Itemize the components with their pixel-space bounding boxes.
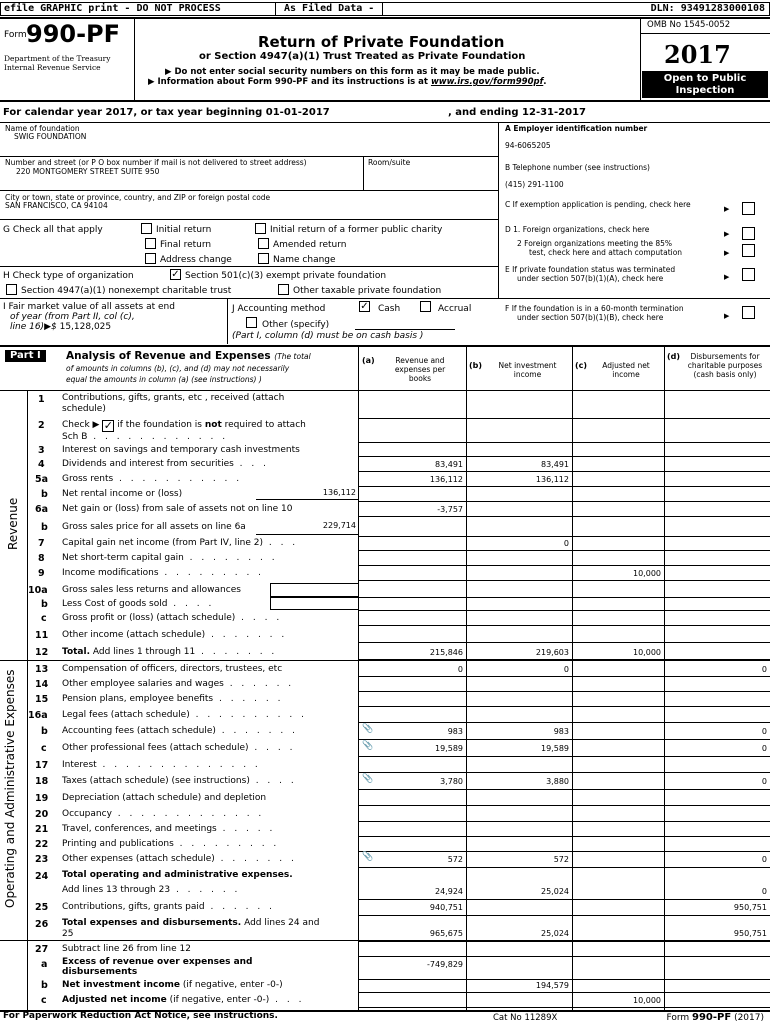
line-l6b-inline-value: 229,714 (322, 521, 356, 530)
line-l6b-underline (256, 534, 358, 535)
line-l6b-number: b (41, 522, 48, 533)
line-l18-description: Taxes (attach schedule) (see instructions) . . . . (62, 776, 297, 786)
initial-former-checkbox[interactable] (255, 223, 266, 234)
footer-cat-no: Cat No 11289X (493, 1013, 558, 1023)
line-l26-col-b: 25,024 (541, 929, 569, 938)
col-a-letter: (a) (362, 356, 375, 365)
row-rule (358, 642, 770, 643)
terminated-label-1: E If private foundation status was terminated (505, 265, 676, 274)
row-rule (358, 722, 770, 723)
row-rule (358, 899, 770, 900)
line-l16c-col-dd: 0 (761, 744, 767, 753)
final-return-label: Final return (160, 240, 212, 250)
part-1-title: Analysis of Revenue and Expenses (The total (66, 350, 311, 362)
line-l25-col-a: 940,751 (429, 903, 463, 912)
fmv-label-2: of year (from Part II, col (c), (10, 312, 135, 322)
other-taxable-label: Other taxable private foundation (293, 286, 442, 296)
terminated-checkbox[interactable] (742, 268, 755, 281)
line-l18-number: 18 (35, 776, 49, 787)
form-title: Return of Private Foundation (258, 33, 505, 51)
line-l13-col-a: 0 (457, 665, 463, 674)
row-rule (358, 597, 770, 598)
cash-label: Cash (378, 304, 401, 314)
info-note: ▶ Information about Form 990-PF and its instructions is at www.irs.gov/form990pf. (148, 77, 547, 87)
line-l17-description: Interest . . . . . . . . . . . . . . (62, 760, 261, 770)
row-rule (358, 550, 770, 551)
line-l5a-description: Gross rents . . . . . . . . . . . (62, 474, 243, 484)
form-number: 990-PF (26, 20, 121, 48)
col-d-letter: (d) (667, 352, 681, 361)
line-l16c-col-a: 19,589 (435, 744, 463, 753)
col-c-letter: (c) (575, 361, 588, 370)
row-rule (358, 1007, 770, 1008)
row-rule (358, 941, 770, 942)
col-b-letter: (b) (469, 361, 483, 370)
line-l17-number: 17 (35, 760, 49, 771)
foreign-85-checkbox[interactable] (742, 244, 755, 257)
sch-b-checkbox[interactable]: ✓ (103, 419, 113, 432)
line-l5a-col-a: 136,112 (429, 475, 463, 484)
foreign-org-checkbox[interactable] (742, 227, 755, 240)
attachment-icon: 📎 (362, 724, 374, 734)
row-rule (358, 836, 770, 837)
line-l12-col-c: 10,000 (633, 648, 661, 657)
line-l18-col-dd: 0 (761, 777, 767, 786)
irs-link[interactable]: www.irs.gov/form990pf (430, 77, 544, 87)
part-1-sub-2: equal the amounts in column (a) (see instructions) ) (66, 375, 262, 384)
initial-return-checkbox[interactable] (141, 223, 152, 234)
line-l22-description: Printing and publications . . . . . . . . . (62, 839, 280, 849)
line-l23-col-a: 572 (447, 855, 463, 864)
sec501c3-label: Section 501(c)(3) exempt private foundation (185, 271, 387, 281)
ein-label: A Employer identification number (505, 124, 648, 133)
dept-line1: Department of the Treasury (4, 54, 111, 63)
amended-return-label: Amended return (273, 240, 347, 250)
row-rule (358, 867, 770, 868)
row-rule (358, 789, 770, 790)
row-rule (358, 536, 770, 537)
line-l24-col-dd: 0 (761, 887, 767, 896)
initial-former-label: Initial return of a former public charity (270, 225, 443, 235)
line-l10b-number: b (41, 599, 48, 610)
row-rule (358, 851, 770, 852)
revenue-side-label: Revenue (6, 497, 20, 550)
line-l5b-number: b (41, 489, 48, 500)
line-l27a-number: a (41, 959, 48, 970)
h-label: H Check type of organization (3, 271, 134, 281)
attachment-icon: 📎 (362, 852, 374, 862)
line-l6a-col-a: -3,757 (437, 505, 463, 514)
line-l6a-number: 6a (35, 504, 49, 515)
exemption-pending-checkbox[interactable] (742, 202, 755, 215)
row-rule (358, 772, 770, 773)
g-label: G Check all that apply (3, 225, 103, 235)
line-l27a-description: Excess of revenue over expenses and (62, 957, 253, 967)
line-l5a-col-b: 136,112 (535, 475, 569, 484)
line-l16a-number: 16a (28, 710, 48, 721)
ein-value: 94-6065205 (505, 141, 551, 150)
foundation-name: SWIG FOUNDATION (14, 132, 87, 141)
address-change-checkbox[interactable] (145, 253, 156, 264)
accrual-checkbox[interactable] (420, 301, 431, 312)
line-l26-description: Total expenses and disbursements. Add lines 24 and (62, 918, 320, 928)
line-l4-col-a: 83,491 (435, 460, 463, 469)
line-l5a-number: 5a (35, 474, 49, 485)
sec501c3-checkbox[interactable]: ✓ (171, 269, 180, 280)
initial-return-label: Initial return (156, 225, 212, 235)
city-label: City or town, state or province, country, and ZIP or foreign postal code (5, 193, 271, 202)
line-l4-number: 4 (38, 459, 45, 470)
line-l15-description: Pension plans, employee benefits . . . . . . (62, 694, 284, 704)
row-rule (358, 821, 770, 822)
line-l8-description: Net short-term capital gain . . . . . . . . (62, 553, 278, 563)
as-filed-label: As Filed Data - (284, 3, 375, 14)
line-l16b-col-b: 983 (553, 727, 569, 736)
line-l13-number: 13 (35, 664, 49, 675)
line-l16b-col-dd: 0 (761, 727, 767, 736)
row-rule (358, 706, 770, 707)
line-l16b-col-a: 983 (447, 727, 463, 736)
line-l12-col-a: 215,846 (429, 648, 463, 657)
address-change-label: Address change (160, 255, 232, 265)
line-l16c-col-b: 19,589 (541, 744, 569, 753)
name-change-checkbox[interactable] (258, 253, 269, 264)
line-l22-number: 22 (35, 839, 49, 850)
line-l27a-description-2: disbursements (62, 967, 138, 977)
street-label: Number and street (or P O box number if mail is not delivered to street address) (5, 158, 307, 167)
line-l27c-number: c (41, 995, 47, 1006)
line-l26-col-a: 965,675 (429, 929, 463, 938)
row-rule (358, 659, 770, 660)
line-l5b-inline-value: 136,112 (322, 488, 356, 497)
other-method-checkbox[interactable] (246, 317, 257, 328)
line-l19-description: Depreciation (attach schedule) and depletion (62, 793, 267, 803)
line-l10b-description: Less Cost of goods sold . . . . (62, 599, 215, 609)
phone-value: (415) 291-1100 (505, 180, 564, 189)
ssn-note: ▶ Do not enter social security numbers on this form as it may be made public. (165, 67, 540, 77)
line-l9-number: 9 (38, 568, 45, 579)
col-a-header: Revenue and expenses per books (394, 356, 446, 383)
line-l10a-description: Gross sales less returns and allowances (62, 585, 241, 595)
line-l23-col-dd: 0 (761, 855, 767, 864)
line-l18-col-b: 3,880 (546, 777, 569, 786)
row-rule (358, 516, 770, 517)
phone-label: B Telephone number (see instructions) (505, 163, 650, 172)
line-l2-description-2: Sch B . . . . . . . . . . . . (62, 432, 229, 442)
foreign-85-label-2: test, check here and attach computation (529, 248, 683, 257)
open-to-public-box: Open to Public Inspection (642, 71, 768, 98)
line-l16b-description: Accounting fees (attach schedule) . . . . . . . (62, 726, 298, 736)
line-l13-description: Compensation of officers, directors, trustees, etc (62, 664, 283, 674)
line-l24-col-b: 25,024 (541, 887, 569, 896)
line-l18-col-a: 3,780 (440, 777, 463, 786)
row-rule (358, 442, 770, 443)
line-l25-col-dd: 950,751 (733, 903, 767, 912)
form-subtitle: or Section 4947(a)(1) Trust Treated as Private Foundation (199, 51, 526, 62)
line-l11-description: Other income (attach schedule) . . . . . . . (62, 630, 288, 640)
row-rule (358, 625, 770, 626)
fmv-label-1: I Fair market value of all assets at end (3, 302, 175, 312)
row-rule (358, 691, 770, 692)
line-l16b-number: b (41, 726, 48, 737)
line-l27-number: 27 (35, 944, 49, 955)
line-l4-col-b: 83,491 (541, 460, 569, 469)
row-rule (358, 501, 770, 502)
terminated-label-2: under section 507(b)(1)(A), check here (517, 274, 664, 283)
exemption-pending-label: C If exemption application is pending, check here (505, 200, 691, 209)
line-l7-col-b: 0 (563, 539, 569, 548)
line-l10a-inline-box (270, 583, 358, 597)
line-l25-number: 25 (35, 902, 49, 913)
accounting-method-label: J Accounting method (232, 304, 326, 314)
row-rule (358, 471, 770, 472)
row-rule (358, 739, 770, 740)
line-l12-number: 12 (35, 647, 49, 658)
final-return-checkbox[interactable] (145, 238, 156, 249)
row-rule (358, 956, 770, 957)
attachment-icon: 📎 (362, 741, 374, 751)
row-rule (358, 565, 770, 566)
line-l1-number: 1 (38, 394, 45, 405)
line-l27a-col-a: -749,829 (427, 960, 463, 969)
dept-line2: Internal Revenue Service (4, 63, 101, 72)
sec4947-label: Section 4947(a)(1) nonexempt charitable trust (21, 286, 232, 296)
line-l26-description-2: 25 (62, 929, 74, 939)
attachment-icon: 📎 (362, 774, 374, 784)
row-rule (358, 992, 770, 993)
line-l24-description-2: Add lines 13 through 23 . . . . . . (62, 885, 241, 895)
dln-number: DLN: 93491283000108 (650, 3, 765, 14)
cash-basis-note: (Part I, column (d) must be on cash basis ) (232, 331, 424, 341)
name-change-label: Name change (273, 255, 336, 265)
col-b-header: Net investment income (498, 361, 557, 379)
line-l2-number: 2 (38, 420, 45, 431)
foundation-name-label: Name of foundation (5, 124, 80, 133)
line-l24-description: Total operating and administrative expenses. (62, 870, 293, 880)
part-1-badge: Part I (5, 350, 46, 362)
line-l5b-underline (256, 499, 358, 500)
row-rule (358, 979, 770, 980)
row-rule (358, 756, 770, 757)
efile-banner: efile GRAPHIC print - DO NOT PROCESS (4, 3, 221, 14)
line-l27b-col-b: 194,579 (535, 981, 569, 990)
line-l3-number: 3 (38, 445, 45, 456)
expenses-side-label: Operating and Administrative Expenses (3, 669, 17, 908)
line-l13-col-dd: 0 (761, 665, 767, 674)
sixty-month-label-1: F If the foundation is in a 60-month termination (505, 304, 684, 313)
line-l26-col-dd: 950,751 (733, 929, 767, 938)
footer-form: Form 990-PF (2017) (666, 1012, 764, 1023)
line-l7-description: Capital gain net income (from Part IV, line 2) . . . (62, 538, 299, 548)
line-l27b-description: Net investment income (if negative, enter -0-) (62, 980, 283, 990)
line-l10c-description: Gross profit or (loss) (attach schedule) . . . . (62, 613, 283, 623)
line-l24-number: 24 (35, 871, 49, 882)
row-rule (358, 486, 770, 487)
line-l14-description: Other employee salaries and wages . . . . . . (62, 679, 295, 689)
line-l16a-description: Legal fees (attach schedule) . . . . . . . . . . (62, 710, 307, 720)
sec4947-checkbox[interactable] (6, 284, 17, 295)
room-suite-label: Room/suite (368, 158, 411, 167)
accrual-label: Accrual (438, 304, 472, 314)
line-l10b-inline-box (270, 597, 358, 610)
line-l11-number: 11 (35, 630, 49, 641)
line-l6b-description: Gross sales price for all assets on line 6a (62, 522, 246, 532)
line-l16c-description: Other professional fees (attach schedule) . . . . (62, 743, 296, 753)
line-l24-col-a: 24,924 (435, 887, 463, 896)
row-rule (358, 418, 770, 419)
line-l10c-number: c (41, 613, 47, 624)
col-c-header: Adjusted net income (602, 361, 650, 379)
line-l27-description: Subtract line 26 from line 12 (62, 944, 191, 954)
row-rule (358, 805, 770, 806)
foreign-85-label-1: 2 Foreign organizations meeting the 85% (517, 239, 673, 248)
form-label: Form (4, 30, 27, 40)
line-l20-number: 20 (35, 809, 49, 820)
footer-notice: For Paperwork Reduction Act Notice, see instructions. (3, 1011, 278, 1021)
fmv-line: line 16)▶$ 15,128,025 (10, 322, 112, 332)
line-l21-number: 21 (35, 824, 49, 835)
line-l12-description: Total. Add lines 1 through 11 . . . . . . . (62, 647, 278, 657)
sixty-month-checkbox[interactable] (742, 306, 755, 319)
line-l8-number: 8 (38, 553, 45, 564)
calendar-year-line: For calendar year 2017, or tax year beginning 01-01-2017 (3, 107, 330, 118)
line-l3-description: Interest on savings and temporary cash investments (62, 445, 300, 455)
city-state-zip: SAN FRANCISCO, CA 94104 (5, 201, 108, 210)
foreign-org-label: D 1. Foreign organizations, check here (505, 225, 650, 234)
omb-number: OMB No 1545-0052 (647, 20, 731, 30)
line-l5b-description: Net rental income or (loss) (62, 489, 183, 499)
line-l16c-number: c (41, 743, 47, 754)
line-l12-col-b: 219,603 (535, 648, 569, 657)
col-d-header: Disbursements for charitable purposes (cash basis only) (687, 352, 763, 379)
line-l14-number: 14 (35, 679, 49, 690)
part-1-sub-1: of amounts in columns (b), (c), and (d) may not necessarily (66, 364, 290, 373)
line-l19-number: 19 (35, 793, 49, 804)
street-address: 220 MONTGOMERY STREET SUITE 950 (16, 167, 160, 176)
sixty-month-label-2: under section 507(b)(1)(B), check here (517, 313, 664, 322)
line-l9-col-c: 10,000 (633, 569, 661, 578)
line-l2-description: Check ▶ ✓ if the foundation is not required to attach (62, 419, 306, 432)
line-l4-description: Dividends and interest from securities . . . (62, 459, 269, 469)
row-rule (358, 915, 770, 916)
row-rule (358, 456, 770, 457)
line-l10a-number: 10a (28, 585, 48, 596)
line-l1-description-2: schedule) (62, 404, 106, 414)
line-l26-number: 26 (35, 919, 49, 930)
line-l7-number: 7 (38, 538, 45, 549)
other-method-label: Other (specify) (262, 320, 330, 330)
line-l27c-col-c: 10,000 (633, 996, 661, 1005)
line-l13-col-b: 0 (563, 665, 569, 674)
line-l23-number: 23 (35, 854, 49, 865)
line-l27c-description: Adjusted net income (if negative, enter -0-) . . . (62, 995, 305, 1005)
line-l27b-number: b (41, 980, 48, 991)
row-rule (358, 676, 770, 677)
row-rule (358, 580, 770, 581)
line-l23-col-b: 572 (553, 855, 569, 864)
row-rule (358, 610, 770, 611)
line-l1-description: Contributions, gifts, grants, etc , received (attach (62, 393, 285, 403)
line-l20-description: Occupancy . . . . . . . . . . . . . (62, 809, 265, 819)
top-bar (0, 2, 770, 16)
calendar-ending: , and ending 12-31-2017 (448, 107, 586, 118)
amended-return-checkbox[interactable] (258, 238, 269, 249)
line-l6a-description: Net gain or (loss) from sale of assets not on line 10 (62, 504, 293, 514)
fmv-value: 15,128,025 (59, 322, 112, 332)
line-l15-number: 15 (35, 694, 49, 705)
line-l9-description: Income modifications . . . . . . . . . (62, 568, 265, 578)
other-taxable-checkbox[interactable] (278, 284, 289, 295)
line-l25-description: Contributions, gifts, grants paid . . . . . . (62, 902, 275, 912)
tax-year: 2017 (664, 40, 731, 69)
line-l21-description: Travel, conferences, and meetings . . . . . (62, 824, 276, 834)
cash-checkbox[interactable]: ✓ (360, 301, 369, 312)
line-l23-description: Other expenses (attach schedule) . . . . . . . (62, 854, 297, 864)
